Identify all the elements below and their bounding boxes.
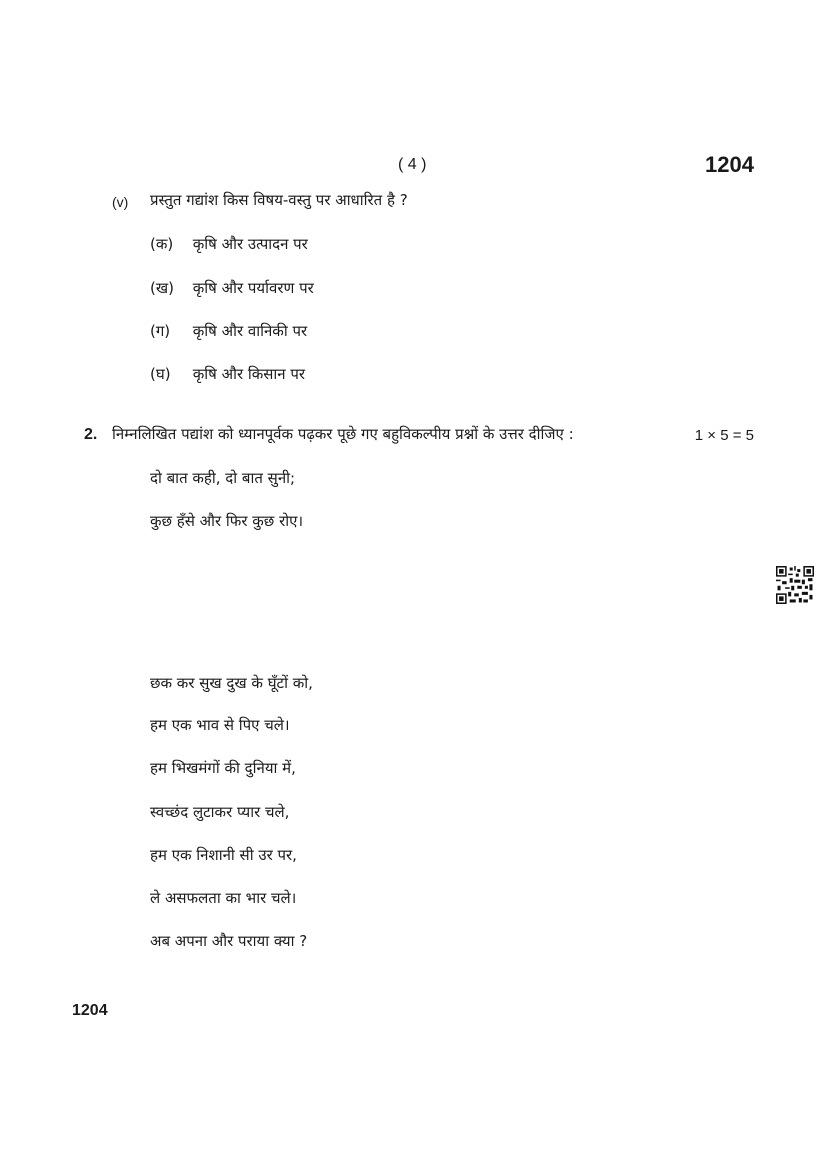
option-ka (150, 234, 308, 254)
option-gha (150, 364, 305, 384)
poem-line: अब अपना और पराया क्या ? (150, 932, 308, 950)
poem-line: हम एक निशानी सी उर पर, (150, 846, 297, 864)
question-2-marks: 1 × 5 = 5 (694, 427, 754, 444)
option-label: (घ) (150, 365, 171, 383)
question-v-label: (v) (112, 194, 129, 210)
option-ga (150, 321, 307, 341)
poem-line: ले असफलता का भार चले। (150, 889, 297, 907)
poem-line: स्वच्छंद लुटाकर प्यार चले, (150, 803, 290, 821)
option-text: कृषि और वानिकी पर (192, 322, 308, 340)
option-label: (ख) (150, 279, 174, 297)
option-text: कृषि और पर्यावरण पर (192, 279, 314, 297)
option-kha (150, 278, 314, 298)
question-v-text: प्रस्तुत गद्यांश किस विषय-वस्तु पर आधारित है ? (150, 191, 408, 209)
paper-code-top: 1204 (705, 152, 754, 177)
poem-line: हम भिखमंगों की दुनिया में, (150, 759, 296, 777)
option-label: (ग) (150, 322, 171, 340)
question-2-instruction: निम्नलिखित पद्यांश को ध्यानपूर्वक पढ़कर पूछे गए बहुविकल्पीय प्रश्नों के उत्तर दीजिए : (112, 425, 574, 443)
poem-line: कुछ हँसे और फिर कुछ रोए। (150, 512, 304, 530)
paper-code-bottom: 1204 (72, 1002, 108, 1019)
option-label: (क) (150, 235, 174, 253)
poem-line: दो बात कही, दो बात सुनी; (150, 469, 296, 487)
option-text: कृषि और उत्पादन पर (192, 235, 308, 253)
option-text: कृषि और किसान पर (192, 365, 306, 383)
question-2-number: 2. (84, 426, 98, 443)
poem-line: छक कर सुख दुख के घूँटों को, (150, 674, 313, 692)
poem-line: हम एक भाव से पिए चले। (150, 716, 290, 734)
qr-code-icon (776, 566, 814, 604)
page-number: ( 4 ) (398, 156, 427, 173)
